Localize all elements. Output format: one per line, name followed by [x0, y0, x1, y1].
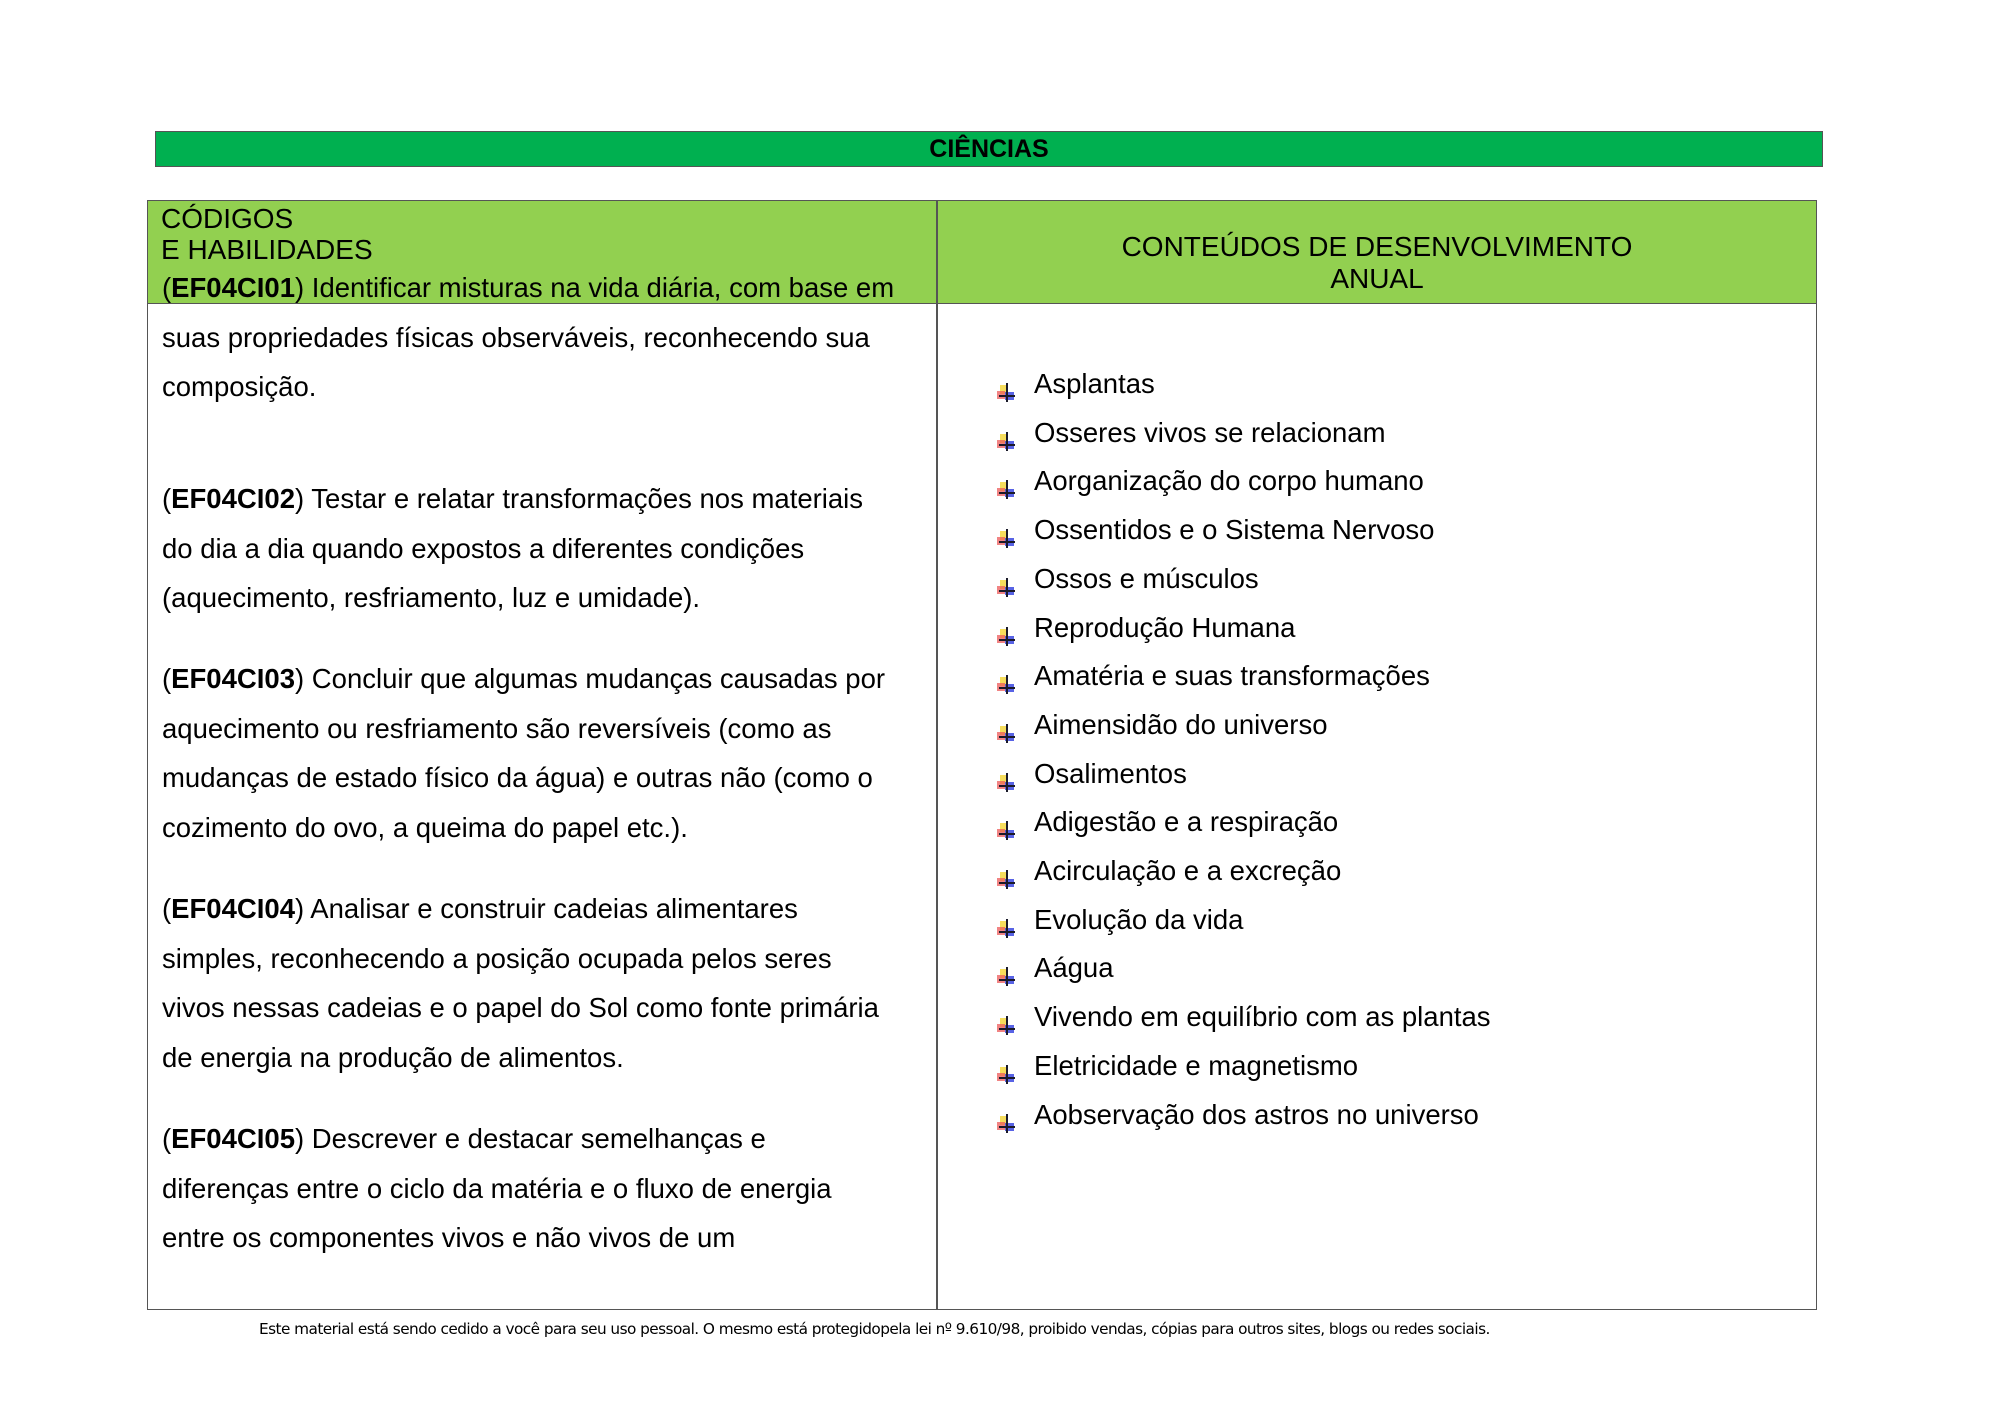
skill-first-line: [162, 483, 863, 515]
content-item-text: Acirculação e a excreção: [1034, 855, 1342, 886]
content-item-text: Evolução da vida: [1034, 903, 1244, 935]
content-item-text: Osseres vivos se relacionam: [1034, 416, 1386, 448]
open-paren: (: [162, 893, 172, 924]
plus-cross-bullet-icon: [997, 869, 1017, 889]
open-paren: (: [162, 1123, 172, 1154]
skill-line: simples, reconhecendo a posição ocupada pelos seres: [162, 942, 832, 974]
header-contents-line-2: ANUAL: [1330, 263, 1424, 294]
plus-cross-bullet-icon: [997, 479, 1017, 499]
skill-line: composição.: [162, 371, 317, 403]
plus-cross-bullet-icon: [997, 1064, 1017, 1084]
plus-cross-bullet-icon: [997, 966, 1017, 986]
open-paren: (: [162, 663, 172, 694]
plus-cross-bullet-icon: [997, 382, 1017, 402]
plus-cross-bullet-icon: [997, 918, 1017, 938]
header-codes-skills: [161, 203, 373, 265]
plus-cross-bullet-icon: [997, 577, 1017, 597]
skill-line: entre os componentes vivos e não vivos de um: [162, 1222, 736, 1254]
subject-banner: [155, 131, 1823, 167]
skill-first-line: [162, 1123, 766, 1155]
skill-text: ) Descrever e destacar semelhanças e: [295, 1123, 766, 1154]
header-codes-line-1: CÓDIGOS: [161, 203, 294, 234]
skill-code: EF04CI02: [171, 483, 295, 514]
skill-text: ) Identificar misturas na vida diária, com base em: [295, 272, 895, 303]
skill-first-line: [162, 893, 798, 925]
content-item-text: Asplantas: [1034, 368, 1155, 399]
open-paren: (: [162, 272, 172, 303]
content-item-text: Reprodução Humana: [1034, 611, 1296, 643]
plus-cross-bullet-icon: [997, 528, 1017, 548]
plus-cross-bullet-icon: [997, 772, 1017, 792]
header-contents-line-1: CONTEÚDOS DE DESENVOLVIMENTO: [1121, 231, 1633, 262]
skill-code: EF04CI04: [171, 893, 295, 924]
content-item-text: Osalimentos: [1034, 757, 1187, 789]
plus-cross-bullet-icon: [997, 1015, 1017, 1035]
content-item-text: Aimensidão do universo: [1034, 708, 1328, 740]
subject-title: CIÊNCIAS: [929, 135, 1049, 163]
content-item-text: Amatéria e suas transformações: [1034, 660, 1430, 692]
plus-cross-bullet-icon: [997, 626, 1017, 646]
copyright-notice: Este material está sendo cedido a você para seu uso pessoal. O mesmo está protegidopela lei nº 9.610/98, proibido vendas, cópias para outros sites, blogs ou redes sociais.: [259, 1320, 1490, 1338]
skill-line: mudanças de estado físico da água) e outras não (como o: [162, 762, 873, 794]
skill-code: EF04CI05: [171, 1123, 295, 1154]
content-item-text: Vivendo em equilíbrio com as plantas: [1034, 1001, 1491, 1033]
skill-line: suas propriedades físicas observáveis, reconhecendo sua: [162, 321, 870, 353]
skill-first-line: [162, 663, 885, 695]
skill-line: aquecimento ou resfriamento são reversíveis (como as: [162, 712, 832, 744]
plus-cross-bullet-icon: [997, 820, 1017, 840]
column-divider: [936, 201, 938, 1309]
plus-cross-bullet-icon: [997, 431, 1017, 451]
header-annual-contents: [938, 231, 1816, 295]
skill-code: EF04CI01: [171, 272, 295, 303]
skill-text: ) Testar e relatar transformações nos materiais: [295, 483, 864, 514]
content-item-text: Ossos e músculos: [1034, 562, 1259, 594]
skill-code: EF04CI03: [171, 663, 295, 694]
plus-cross-bullet-icon: [997, 723, 1017, 743]
content-item-text: Adigestão e a respiração: [1034, 806, 1339, 838]
skill-line: do dia a dia quando expostos a diferentes condições: [162, 532, 805, 564]
skill-line: diferenças entre o ciclo da matéria e o fluxo de energia: [162, 1172, 832, 1204]
plus-cross-bullet-icon: [997, 1113, 1017, 1133]
skill-line: vivos nessas cadeias e o papel do Sol como fonte primária: [162, 992, 879, 1024]
skill-line: de energia na produção de alimentos.: [162, 1041, 624, 1073]
skill-line: cozimento do ovo, a queima do papel etc.).: [162, 811, 688, 843]
skill-first-line: [162, 272, 894, 304]
content-item-text: Aorganização do corpo humano: [1034, 465, 1424, 497]
plus-cross-bullet-icon: [997, 674, 1017, 694]
open-paren: (: [162, 483, 172, 514]
skill-text: ) Analisar e construir cadeias alimentares: [295, 893, 798, 924]
header-codes-line-2: E HABILIDADES: [161, 234, 373, 265]
content-item-text: Ossentidos e o Sistema Nervoso: [1034, 514, 1435, 546]
content-item-text: Aobservação dos astros no universo: [1034, 1098, 1479, 1130]
content-item-text: Aágua: [1034, 952, 1114, 984]
skill-text: ) Concluir que algumas mudanças causadas por: [295, 663, 886, 694]
skill-line: (aquecimento, resfriamento, luz e umidade).: [162, 582, 701, 614]
content-item-text: Eletricidade e magnetismo: [1034, 1049, 1359, 1081]
